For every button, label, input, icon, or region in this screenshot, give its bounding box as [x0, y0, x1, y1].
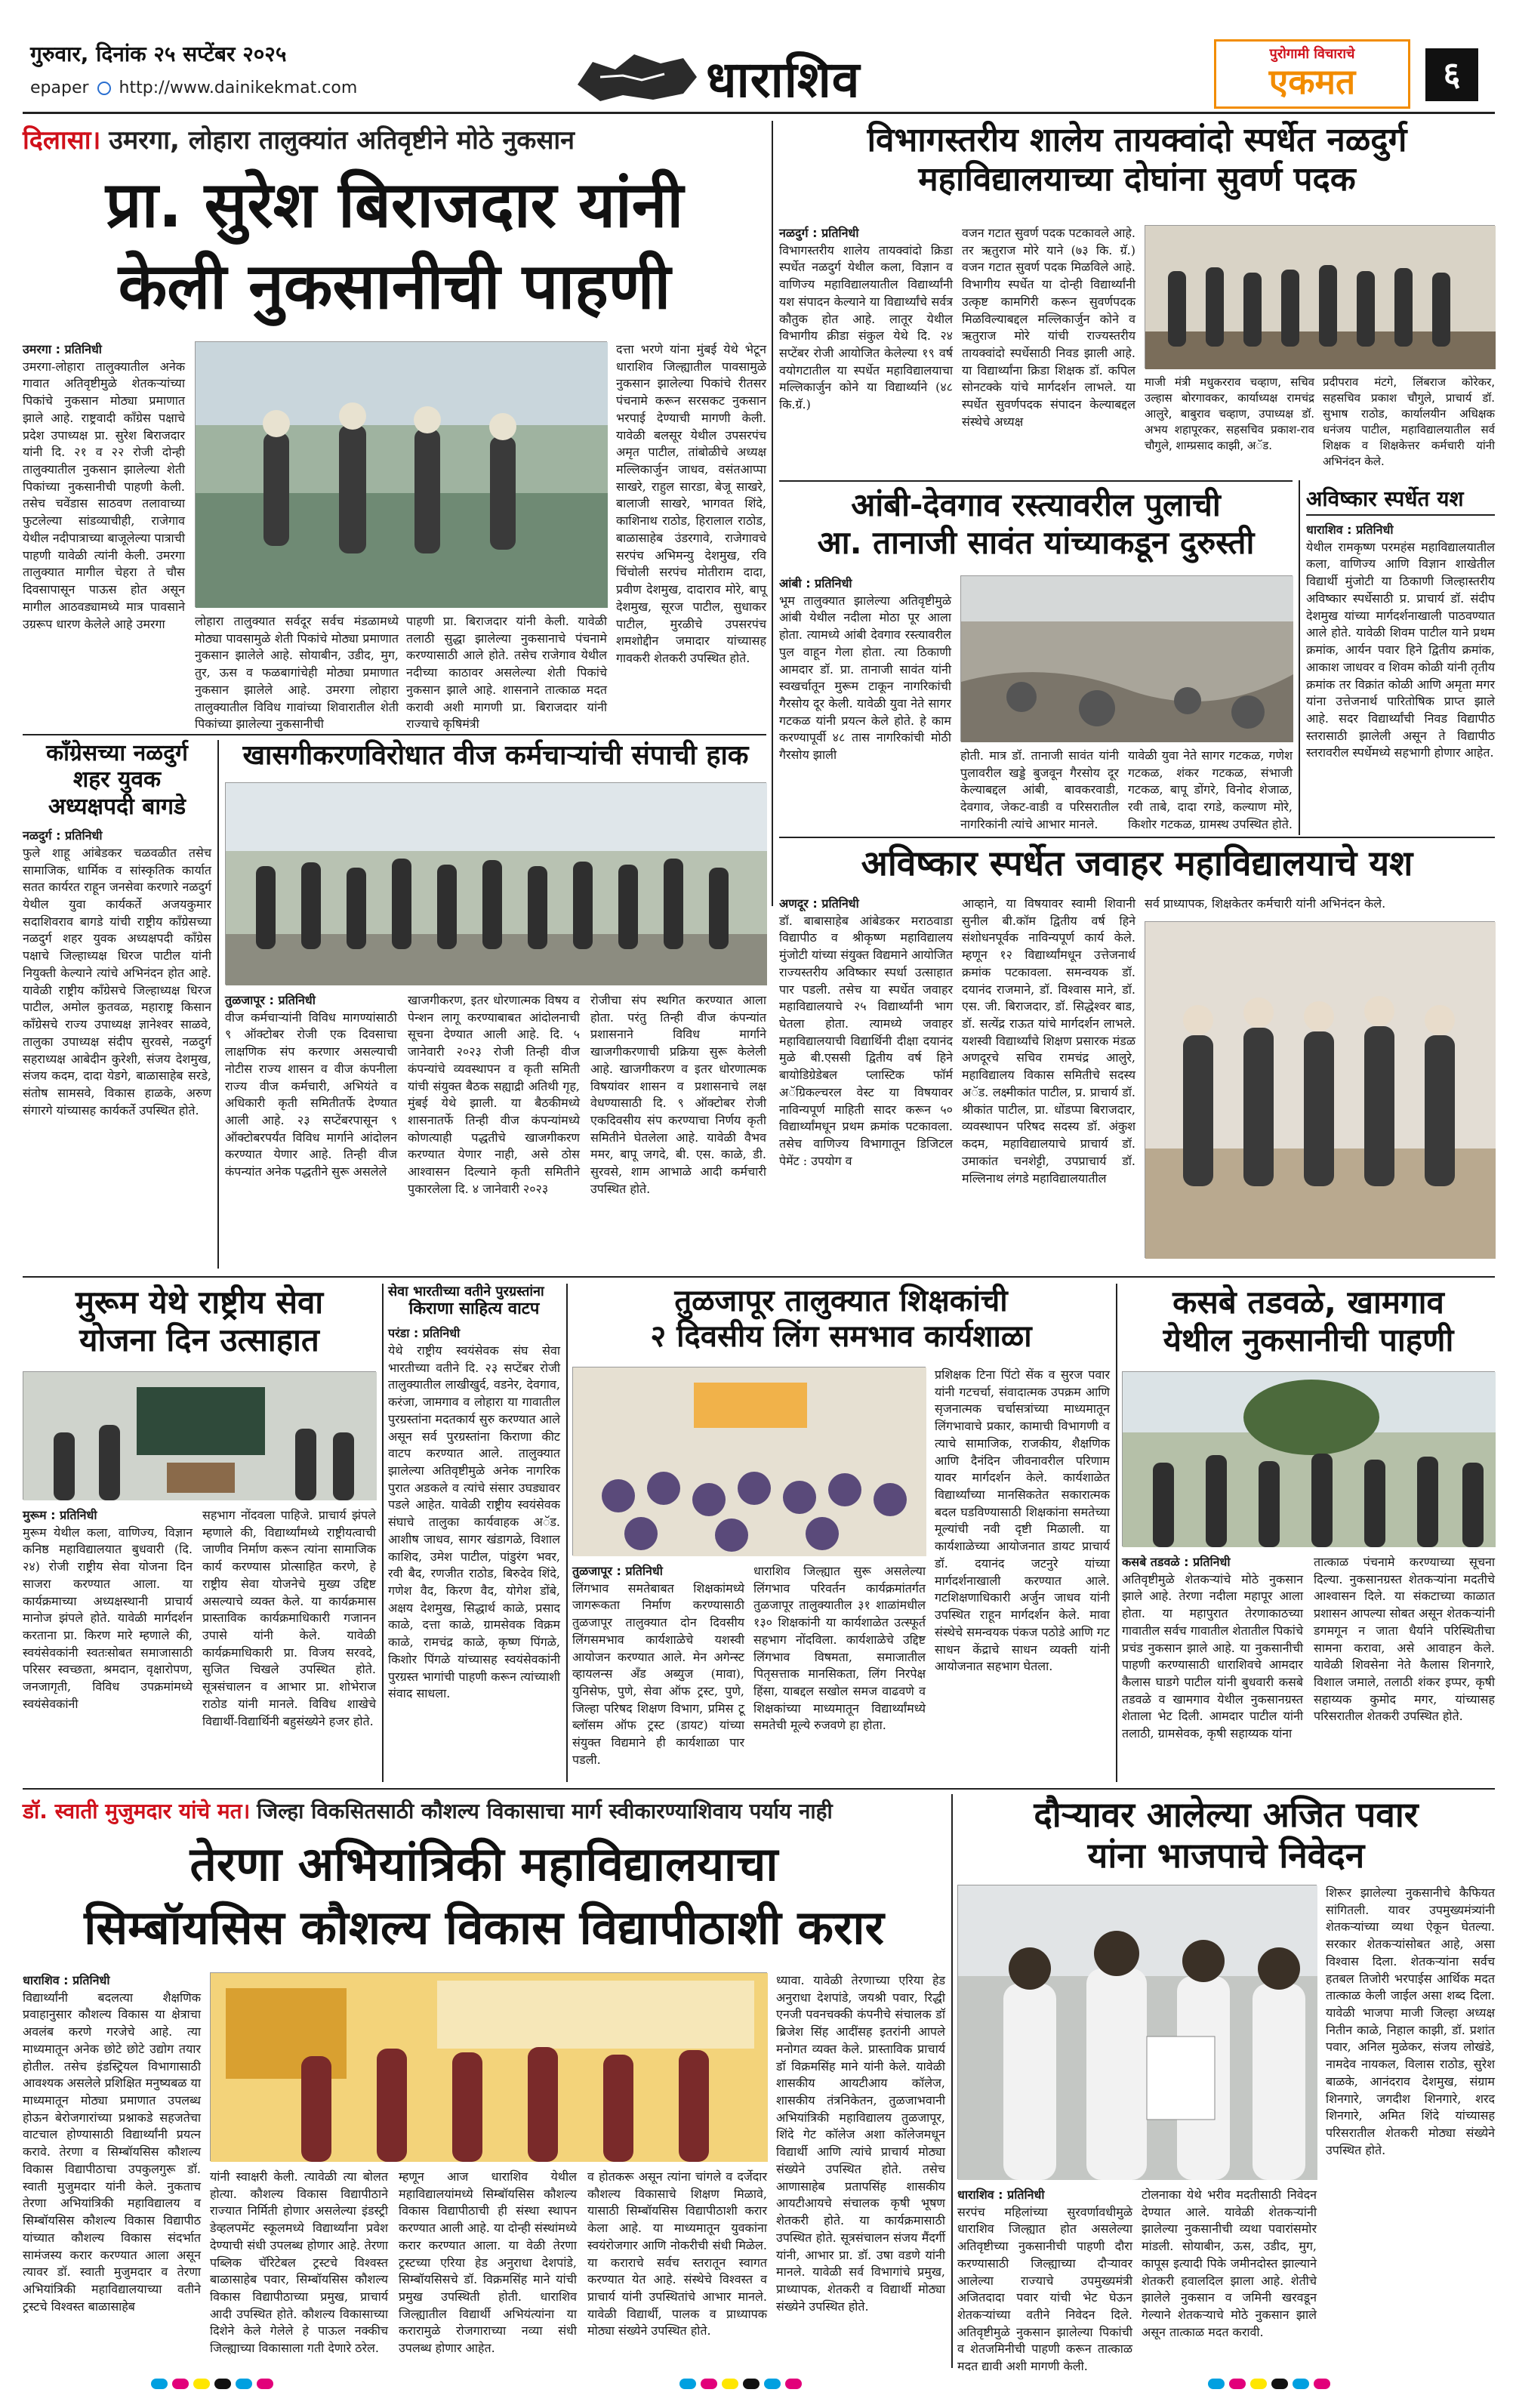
column [23, 1507, 193, 1779]
dateline: कसबे तडवळे : प्रतिनिधी [1122, 1555, 1231, 1569]
body-text: येथे राष्ट्रीय स्वयंसेवक संघ सेवा भारतीच्या वतीने दि. २३ सप्टेंबर रोजी तालुक्यातील लाखीखुर्द, वडनेर, देवगाव, करंजा, जामगाव व लोहारा या गावातील पुरग्रस्तांना मदतकार्य सुरु करण्यात आले असून सर्व पुरग्रस्तांना किराणा कीट वाटप करण्यात आले. तालुक्यात झालेल्या अतिवृष्टीमुळे अनेक नागरिक पुरात अडकले व त्यांचे संसार उघड्यावर पडले आहेत. यावेळी राष्ट्रीय स्वयंसेवक संघाचे तालुका कार्यवाहक अॅड. आशीष जाधव, सागर खंडागळे, विशाल काशिद, उमेश पाटील, पांडुरंग भवर, रवी बैद, रणजीत राठोड, बिरुदेव शिंदे, गणेश वैद, किरण वैद, योगेश डोंबे, अक्षय देशमुख, सिद्धार्थ काळे, प्रसाद काळे, दत्ता काळे, ग्रामसेवक विक्रम काळे, रामचंद्र काळे, कृष्ण पिंगळे, किशोर पिंगळे यांच्यासह स्वयंसेवकांनी पुरग्रस्त भागांची पाहणी करून त्यांच्याशी संवाद साधला. [388, 1343, 560, 1701]
dateline: अणदूर : प्रतिनिधी [779, 896, 859, 911]
divider [217, 740, 219, 1269]
headline-line-2: केली नुकसानीची पाहणी [118, 249, 671, 323]
column [779, 896, 953, 1258]
color-registration-strip [151, 2379, 273, 2389]
headline: खासगीकरणविरोधात वीज कर्मचाऱ्यांची संपाची हाक [242, 740, 749, 771]
strike-photo [225, 782, 766, 985]
article-biradar [23, 121, 766, 732]
column [1306, 522, 1495, 824]
district-map-emblem [570, 47, 702, 107]
edition-date: गुरुवार, दिनांक २५ सप्टेंबर २०२५ [30, 42, 287, 66]
headline-line-1: काँग्रेसच्या नळदुर्ग [46, 740, 188, 766]
column [225, 992, 397, 1272]
column: सहभाग नोंदवला पाहिजे. प्राचार्य झंपले म्हणाले की, विद्यार्थ्यांमध्ये राष्ट्रीयत्वाची जाणीव निर्माण करून त्यांना सामाजिक कार्य करण्यास प्रोत्साहित करणे, हे राष्ट्रीय सेवा योजनेचे मुख्य उद्दिष्ट असल्याचे व्यक्त केले. या कार्यक्रमास प्रास्ताविक कार्यक्रमाधिकारी गजानन उपासे यांनी केले. यावेळी कार्यक्रमाधिकारी प्रा. विजय सरवदे, सुजित चिखले उपस्थित होते. सूत्रसंचालन व आभार प्रा. शोभेराज राठोड यांनी मानले. विविध शाखेचे विद्यार्थी-विद्यार्थिनी बहुसंख्येने हजर होते. [202, 1508, 376, 1728]
divider [23, 734, 766, 735]
column: प्रशिक्षक टिना पिंटो सेंक व सुरज पवार यांनी गटचर्चा, संवादात्मक उपक्रम आणि सृजनात्मक चर्चासत्रांच्या माध्यमातून लिंगभावाचे प्रकार, कामाची विभागणी व त्याचे सामाजिक, राजकीय, शैक्षणिक आणि दैनंदिन जीवनावरील परिणाम यावर मार्गदर्शन केले. कार्यशाळेत विद्यार्थ्यांच्या मानसिकतेत सकारात्मक बदल घडविण्यासाठी शिक्षकांना समतेच्या मूल्यांची नवी दृष्टी मिळाली. या कार्यशाळेच्या आयोजनात डायट प्राचार्य डॉ. दयानंद जटनुरे यांच्या मार्गदर्शनाखाली करण्यात आले. गटशिक्षणाधिकारी अर्जुन जाधव यांनी उपस्थित राहून मार्गदर्शन केले. मावा संस्थेचे समन्वयक पंकज पठोडे आणि गट साधन केंद्राचे साधन व्यक्ती यांनी आयोजनात सहभाग घेतला. [935, 1367, 1110, 1674]
article-kasbe-tadwale [1122, 1284, 1495, 1782]
column [23, 341, 185, 719]
photo-caption: माजी मंत्री मधुकरराव चव्हाण, सचिव उल्हास बोरगावकर, कार्याध्यक्ष रामचंद्र आलुरे, बाबुराव चव्हाण, उपाध्यक्ष डॉ. अभय शहापूरकर, सहसचिव प्रकाश-राव चौगुले, शाम्प्रसाद काझी, अॅड. [1145, 375, 1314, 452]
dateline: नळदुर्ग : प्रतिनिधी [23, 828, 103, 843]
headline-line-3: अध्यक्षपदी बागडे [48, 793, 186, 820]
headline-line-2: सिम्बॉयसिस कौशल्य विकास विद्यापीठाशी करार [84, 1900, 884, 1955]
body-text: सरपंच महिलांच्या सुरवर्णावधीमुळे धाराशिव जिल्ह्यात होत असलेल्या अतिवृष्टीच्या नुकसानीची पाहणी दौरा करण्यासाठी जिल्ह्याच्या दौऱ्यावर आलेल्या राज्याचे उपमुख्यमंत्री अजितदादा पवार यांची भेट घेऊन शेतकऱ्यांच्या वतीने निवेदन दिले. अतिवृष्टीमुळे नुकसान झालेल्या पिकांची व शेतजमिनीची पाहणी करून तात्काळ मदत द्यावी अशी मागणी केली. [957, 2204, 1132, 2374]
workshop-photo [572, 1367, 926, 1555]
article-bridge [779, 486, 1293, 834]
divider [1116, 1284, 1117, 1782]
brand-logo: एकमत [1268, 61, 1356, 102]
inspection-photo [195, 341, 607, 607]
column [1122, 1554, 1303, 1779]
dateline: धाराशिव : प्रतिनिधी [23, 1973, 110, 1987]
masthead-divider [23, 112, 1495, 114]
headline-line-1: सेवा भारतीच्या वतीने पुरग्रस्तांना [388, 1284, 544, 1300]
headline-line-2: योजना दिन उत्साहात [79, 1321, 319, 1358]
dateline: तुळजापूर : प्रतिनिधी [225, 993, 316, 1007]
divider [772, 121, 773, 906]
dateline: धाराशिव : प्रतिनिधी [1306, 523, 1394, 538]
column: यावेळी युवा नेते सागर गटकळ, गणेश गटकळ, शंकर गटकळ, संभाजी गटकळ, बापू डोंगरे, विनोद शेजाळ, रवी ताबे, दादा रगडे, कल्याण मोरे, किशोर गटकळ, ग्रामस्थ उपस्थित होते. [1128, 748, 1293, 831]
headline-line-2: आ. तानाजी सावंत यांच्याकडून दुरुस्ती [817, 523, 1255, 561]
brand-box [1214, 39, 1410, 109]
article-ajit-pawar [957, 1794, 1495, 2374]
column: व होतकरू असून त्यांना चांगले व दर्जेदार कौशल्य विकासाचे शिक्षण मिळावे, यासाठी सिम्बॉयसिस विद्यापीठाशी करार केला आहे. या माध्यमातून युवकांना स्वयंरोजगार आणि नोकरीची संधी मिळेल. या कराराचे सर्वच स्तरातून स्वागत करण्यात येत आहे. संस्थेचे विश्वस्त व प्राचार्य यांनी उपस्थितांचे आभार मानले. यावेळी विद्यार्थी, पालक व प्राध्यापक मोठ्या संख्येने उपस्थित होते. [587, 2169, 767, 2339]
column: ध्यावा. यावेळी तेरणाच्या एरिया हेड अनुराधा देशपांडे, जयश्री पवार, रिद्धी एनजी पवनचक्की कंपनीचे संचालक डॉ ब्रिजेश सिंह आदींसह इतरांनी आपले मनोगत व्यक्त केले. प्रास्ताविक प्राचार्य डॉ विक्रमसिंह माने यांनी केले. यावेळी शासकीय आयटीआय कॉलेज, शासकीय तंत्रनिकेतन, तुळजाभवानी अभियांत्रिकी महाविद्यालय तुळजापूर, शिंदे गेट कॉलेज अशा कॉलेजमधून विद्यार्थी आणि त्यांचे प्राचार्य मोठ्या संख्येने उपस्थित होते. तसेच आणासाहेब प्रतापसिंह शासकीय आयटीआयचे संचालक कृषी भूषण शेतकरी होते. या कार्यक्रमासाठी उपस्थित होते. सूत्रसंचालन संजय मैंदर्गी यांनी, आभार प्रा. डॉ. उषा वडणे यांनी मानले. यावेळी सर्व विभागांचे प्रमुख, प्राध्यापक, शेतकरी व विद्यार्थी मोठ्या संख्येने उपस्थित होते. [776, 1973, 945, 2314]
body-text: डॉ. बाबासाहेब आंबेडकर मराठवाडा विद्यापीठ व श्रीकृष्ण महाविद्यालय मुंजोटी यांच्या संयुक्त विद्यमाने आयोजित राज्यस्तरीय अविष्कार स्पर्धा उत्साहात पार पडली. तसेच या स्पर्धेत जवाहर महाविद्यालयाचे २५ विद्यार्थ्यांनी भाग घेतला होता. त्यामध्ये जवाहर महाविद्यालयाची विद्यार्थिनी दीक्षा दयानंद मुळे बी.एससी द्वितीय वर्ष हिने बायोडिग्रेडेबल प्लास्टिक फॉर्म अॅग्रिकल्चरल वेस्ट या विषयावर नाविन्यपूर्ण माहिती सादर करून ५० विद्यार्थ्यांमधून प्रथम क्रमांक पटकावला. तसेच वाणिज्य विभागातून डिजिटल पेमेंट : उपयोग व [779, 913, 953, 1168]
column: लोहारा तालुक्यात सर्वदूर सर्वच मंडळामध्ये मोठ्या पावसामुळे शेती पिकांचे मोठ्या प्रमाणात नुकसान झालेले आहे. सोयाबीन, उडीद, मुग, तुर, ऊस व फळबागांचेही मोठ्या प्रमाणात नुकसान झालेले आहे. उमरगा लोहारा तालुक्यातील विविध गावांच्या शिवारातील शेती पिकांच्या झालेल्या नुकसानीची [195, 614, 399, 732]
headline-line-1: मुरूम येथे राष्ट्रीय सेवा [75, 1284, 324, 1321]
headline-line-1: विभागस्तरीय शालेय तायक्वांदो स्पर्धेत नळदुर्ग [867, 121, 1407, 159]
article-taekwondo [779, 121, 1495, 483]
headline-line-1: प्रा. सुरेश बिराजदार यांनी [105, 168, 684, 242]
column [572, 1563, 744, 1779]
kicker-text: जिल्हा विकसितसाठी कौशल्य विकासाचा मार्ग स्वीकारण्याशिवाय पर्याय नाही [257, 1799, 833, 1824]
body-text: लिंगभाव समतेबाबत शिक्षकांमध्ये जागरूकता निर्माण करण्यासाठी तुळजापूर तालुक्यात दोन दिवसीय लिंगसमभाव कार्यशाळेचे यशस्वी आयोजन करण्यात आले. मेन अगेन्स्ट व्हायलन्स अँड अब्युज (मावा), युनिसेफ, पुणे, सेवा ऑफ ट्रस्ट, पुणे, जिल्हा परिषद शिक्षण विभाग, प्रमिस टू ब्लॉसम ऑफ ट्रस्ट (डायट) यांच्या संयुक्त विद्यमाने ही कार्यशाळा पार पडली. [572, 1580, 744, 1767]
divider [566, 1284, 568, 1782]
kicker [23, 121, 766, 160]
dateline: धाराशिव : प्रतिनिधी [957, 2188, 1045, 2202]
column: टोलनाका येथे भरीव मदतीसाठी निवेदन देण्यात आले. यावेळी शेतकऱ्यांनी झालेल्या नुकसानीची व्यथा पवारांसमोर मांडली. सोयाबीन, ऊस, उडीद, मुग, कापूस इत्यादी पिके जमीनदोस्त झाल्याने शेतकरी हवालदिल झाला आहे. शेतीचे झालेले नुकसान व जमिनी खरवडून गेल्याने शेतकऱ्याचे मोठे नुकसान झाले असून तात्काळ मदत करावी. [1142, 2188, 1317, 2339]
headline-line-2: किराणा साहित्य वाटप [408, 1300, 540, 1319]
dateline: परंडा : प्रतिनिधी [388, 1326, 461, 1341]
brand-tagline: पुरोगामी विचाराचे [1269, 46, 1355, 62]
divider [23, 1276, 1495, 1278]
dateline: आंबी : प्रतिनिधी [779, 576, 852, 590]
color-registration-strip [679, 2379, 802, 2389]
body-text: विभागस्तरीय शालेय तायक्वांदो क्रिडा स्पर्धेत नळदुर्ग येथील कला, विज्ञान व वाणिज्य महाविद्यालयातील विद्यार्थ्यांनी यश संपादन केल्याने या विद्यार्थ्यांचे सर्वत्र कौतुक होत आहे. लातूर येथील विभागीय क्रीडा संकुल येथे दि. २४ सप्टेंबर रोजी आयोजित केलेल्या १९ वर्ष वयोगटातील या स्पर्धेत महाविद्यालयाचा मल्लिकार्जुन कोने या विद्यार्थ्याने (४८ कि.ग्रॅ.) [779, 242, 953, 412]
globe-icon [97, 82, 111, 95]
headline-line-2: येथील नुकसानीची पाहणी [1163, 1321, 1454, 1358]
column [779, 225, 953, 474]
divider [382, 1284, 384, 1782]
column: धाराशिव जिल्ह्यात सुरू असलेल्या लिंगभाव परिवर्तन कार्यक्रमांतर्गत तुळजापूर तालुक्यातील ३१ शाळांमधील १३० शिक्षकांनी या कार्यशाळेत उत्स्फूर्त सहभाग नोंदविला. कार्यशाळेचे उद्दिष्ट लिंगभाव विषमता, समाजातील पितृसत्ताक मानसिकता, लिंग निरपेक्ष हिंसा, याबद्दल सखोल समज वाढवणे व शिक्षकांच्या माध्यमातून विद्यार्थ्यांमध्ये समतेची मूल्ये रुजवणे हा होता. [753, 1564, 926, 1733]
divider [951, 1794, 953, 2368]
section-title: धाराशिव [706, 51, 861, 109]
column: दत्ता भरणे यांना मुंबई येथे भेटून धाराशिव जिल्ह्यातील पावसामुळे नुकसान झालेल्या पिकांचे रीतसर पंचनामे करून सरसकट नुकसान भरपाई देण्याची मागणी केली. यावेळी बलसूर येथील उपसरपंच अमृत पाटील, तांबोळीचे अध्यक्ष मल्लिकार्जुन जाधव, वसंतआप्पा साखरे, राहुल सारडा, बेजू साखरे, बालाजी साखरे, भागवत शिंदे, काशिनाथ राठोड, हिरालाल राठोड, बाळासाहेब उंडरगावे, राजेगावचे सरपंच अभिमन्यु देशमुख, रवि चिंचोली सरपंच मोतीराम दादा, प्रवीण देशमुख, दादाराव मोरे, बापू देशमुख, सूरज पाटील, सुधाकर पाटील, मुरळीचे उपसरपंच शमशोद्दीन जमादार यांच्यासह गावकरी शेतकरी उपस्थित होते. [616, 342, 766, 665]
body-text: उमरगा-लोहारा तालुक्यातील अनेक गावात अतिवृष्टीमुळे शेतकऱ्यांच्या पिकांचे नुकसान मोठ्या प्रमाणात झाले आहे. राष्ट्रवादी काँग्रेस पक्षाचे प्रदेश उपाध्यक्ष प्रा. सुरेश बिराजदार यांनी दि. २१ व २२ रोजी दोन्ही तालुक्यातील नुकसान झालेल्या शेती पिकांच्या नुकसानीची पाहणी केली. तसेच चवेंडास साठवण तलावाच्या फुटलेल्या सांडव्याचीही, राजेगाव येथील नदीपात्राच्या बाजूलेल्या पात्राची पाहणी यावेळी त्यांनी केली. उमरगा तालुक्यात मागील चेहरा ते चौस दिवसापासून पाऊस होत असून मागील आठवड्यामध्ये मात्र पावसाने उग्ररूप धारण केलेले आहे उमरगा [23, 359, 185, 631]
kicker-red: डॉ. स्वाती मुजुमदार यांचे मत। [23, 1799, 251, 1824]
field-visit-photo [1122, 1371, 1495, 1546]
body-text: विद्यार्थ्यांनी बदलत्या शैक्षणिक प्रवाहानुसार कौशल्य विकास या क्षेत्राचा अवलंब करणे गरजेचे आहे. त्या माध्यमातून अनेक छोटे छोटे उद्योग तयार होतील. तसेच इंडस्ट्रियल विभागासाठी आवश्यक असलेले प्रशिक्षित मनुष्यबळ या माध्यमातून मोठ्या प्रमाणात उपलब्ध होऊन बेरोजगारांच्या प्रश्नाकडे सहजतेचा वाटचाल होण्यासाठी विद्यार्थ्यांनी प्रयत्न करावे. तेरणा व सिम्बॉयसिस कौशल्य विकास विद्यापीठाचा उपकुलगुरू डॉ. स्वाती मुजुमदार यांनी केले. नुकताच तेरणा अभियांत्रिकी महाविद्यालय व सिम्बॉयसिस कौशल्य विकास विद्यापीठ यांच्यात कौशल्य विकास संदर्भात सामंजस्य करार करण्यात आला असून त्यावर डॉ. स्वाती मुजुमदार व तेरणा अभियांत्रिकी महाविद्यालयाच्या वतीने ट्रस्टचे विश्वस्त बाळासाहेब [23, 1990, 201, 2314]
column: रोजीचा संप स्थगित करण्यात आला होता. परंतु तिन्ही वीज कंपन्यांत प्रशासनाने विविध मार्गाने खाजगीकरणाची प्रक्रिया सुरू केलेली आहे. खाजगीकरण व इतर धोरणात्मक विषयांवर शासन व प्रशासनाचे लक्ष वेधण्यासाठी दि. ९ ऑक्टोबर रोजी एकदिवसीय संप करण्याचा निर्णय कृती समितीने घेतलेला आहे. यावेळी वैभव ममर, बापू जगदे, बी. एस. काळे, डी. सुरवसे, शाम आभाळे आदी कर्मचारी उपस्थित होते. [590, 993, 766, 1196]
column: शिरूर झालेल्या नुकसानीचे कैफियत सांगितली. यावर उपमुख्यमंत्र्यांनी शेतकऱ्यांच्या व्यथा ऐकून घेतल्या. सरकार शेतकऱ्यांसोबत आहे, असा विश्वास दिला. शेतकऱ्यांना सर्वच हतबल तिजोरी भरपाईस आर्थिक मदत तात्काळ केली जाईल असा शब्द दिला. यावेळी भाजपा माजी जिल्हा अध्यक्ष नितीन काळे, निहाल काझी, डॉ. प्रशांत पवार, अनिल मुळेकर, संजय लोखंडे, नामदेव नायकल, विलास राठोड, सुरेश बाळके, आनंदराव देशमुख, संग्राम शिनगारे, जगदीश शिनगारे, शरद शिनगारे, अमित शिंदे यांच्यासह परिसरातील शेतकरी मोठ्या संख्येने उपस्थित होते. [1326, 1885, 1495, 2157]
article-gender-workshop [572, 1284, 1110, 1782]
headline-line-2: महाविद्यालयाच्या दोघांना सुवर्ण पदक [918, 159, 1356, 199]
divider [23, 1788, 1495, 1790]
column: म्हणून आज धाराशिव येथील महाविद्यालयांमध्ये सिम्बॉयसिस कौशल्य विकास विद्यापीठाची ही संस्था स्थापन करण्यात आली आहे. या दोन्ही संस्थांमध्ये करार करण्यात आला. या वेळी तेरणा ट्रस्टच्या एरिया हेड अनुराधा देशपांडे, सिम्बॉयसिसचे डॉ. विक्रमसिंह माने यांची प्रमुख उपस्थिती होती. धाराशिव जिल्ह्यातील विद्यार्थी अभियंत्यांना या करारामुळे रोजगाराच्या नव्या संधी उपलब्ध होणार आहेत. [399, 2169, 577, 2356]
column [23, 828, 211, 1250]
column [957, 2187, 1132, 2374]
divider [779, 480, 1293, 482]
article-nss [23, 1284, 376, 1782]
column: तात्काळ पंचनामे करण्याच्या सूचना दिल्या. नुकसानग्रस्त शेतकऱ्यांना मदतीचे आश्वासन दिले. या संकटाच्या काळात प्रशासन आपल्या सोबत असून शेतकऱ्यांनी डगमगून न जाता धैर्याने परिस्थितीचा सामना करावा, असे आवाहन केले. यावेळी शिवसेना नेते कैलास शिनगारे, विशाल जमाले, तलाठी शंकर इप्पर, कृषी सहाय्यक कुमोद मगर, यांच्यासह परिसरातील शेतकरी उपस्थित होते. [1314, 1555, 1495, 1724]
headline-line-1: दौऱ्यावर आलेल्या अजित पवार [1034, 1794, 1419, 1835]
masthead [0, 0, 1516, 113]
column [388, 1325, 560, 1771]
color-registration-strip [1208, 2379, 1330, 2389]
article-seva-bharati [388, 1284, 560, 1782]
dateline: मुरूम : प्रतिनिधी [23, 1508, 97, 1522]
headline-line-1: कसबे तडवळे, खामगाव [1172, 1284, 1444, 1321]
article-avishkar-small [1306, 486, 1495, 834]
medal-winners-photo [1145, 225, 1495, 368]
column: यांनी स्वाक्षरी केली. त्यावेळी त्या बोलत होत्या. कौशल्य विकास विद्यापीठाने राज्यात निर्मिती होणार असलेल्या इंडस्ट्री डेव्हलपमेंट स्कूलमध्ये विद्यार्थ्यांना प्रवेश देण्याची संधी उपलब्ध होणार आहे. तेरणा पब्लिक चॅरिटेबल ट्रस्टचे विश्वस्त बाळासाहेब पवार, सिम्बॉयसिस कौशल्य विकास विद्यापीठाच्या प्रमुख, प्राचार्य आदी उपस्थित होते. कौशल्य विकासाच्या दिशेने केले गेलेले हे पाऊल नक्कीच जिल्ह्याच्या विकासाला गती देणारे ठरेल. [210, 2169, 388, 2356]
column: वजन गटात सुवर्ण पदक पटकावले आहे. तर ऋतुराज मोरे याने (७३ कि. ग्रॅ.) वजन गटात सुवर्ण पदक मिळविले आहे. विभागीय स्पर्धेत या दोन्ही विद्यार्थ्यांनी उत्कृष्ट कामगिरी करून सुवर्णपदक मिळविल्याबद्दल मल्लिकार्जुन कोने व ऋतुराज मोरे यांची राज्यस्तरीय तायक्वांदो स्पर्धेसाठी निवड झाली आहे. या विद्यार्थ्यांना क्रिडा शिक्षक डॉ. कपिल सोनटक्के यांचे मार्गदर्शन लाभले. या स्पर्धेत सुवर्णपदक संपादन केल्याबद्दल संस्थेचे अध्यक्ष [962, 226, 1135, 429]
kicker-red: दिलासा। [23, 125, 101, 156]
column: आव्हाने, या विषयावर स्वामी शिवानी सुनील बी.कॉम द्वितीय वर्ष हिने संशोधनपूर्वक नाविन्यपूर्ण कार्य केले. म्हणून १२ विद्यार्थ्यांमधून उत्तेजनार्थ क्रमांक पटकावला. समन्वयक डॉ. दयानंद राजमाने, डॉ. विश्वास माने, डॉ. एस. जी. बिराजदार, डॉ. सिद्धेश्वर बाड, डॉ. सत्येंद्र राऊत यांचे मार्गदर्शन लाभले. यशस्वी विद्यार्थ्यांचे शिक्षण प्रसारक मंडळ अणदूरचे सचिव रामचंद्र आलुरे, महाविद्यालय विकास समितीचे सदस्य अॅड. लक्ष्मीकांत पाटील, प्र. प्राचार्य डॉ. श्रीकांत पाटील, प्रा. धोंडप्पा बिराजदार, व्यवस्थापन परिषद सदस्य डॉ. अंकुश कदम, महाविद्यालयाचे प्राचार्य डॉ. उमाकांत चनशेट्टी, उपप्राचार्य डॉ. मल्लिनाथ लंगडे महाविद्यालयातील [962, 896, 1135, 1186]
headline-line-2: शहर युवक [72, 766, 162, 794]
headline-line-1: आंबी-देवगाव रस्त्यावरील पुलाची [851, 486, 1221, 523]
bridge-photo [960, 575, 1293, 742]
headline: अविष्कार स्पर्धेत यश [1306, 486, 1495, 516]
article-jawahar [779, 843, 1495, 1266]
column: पाहणी प्रा. बिराजदार यांनी केली. यावेळी तलाठी सुद्धा झालेल्या नुकसानाचे पंचनामे करण्यासाठी आले होते. तसेच राजेगाव येथील नदीच्या काठावर असलेल्या शेती पिकांचे नुकसान झाले आहे. शासनाने तात्काळ मदत करावी अशी मागणी प्रा. बिराजदार यांनी राज्याचे कृषिमंत्री [406, 614, 607, 732]
epaper-label: epaper [30, 79, 89, 97]
headline: अविष्कार स्पर्धेत जवाहर महाविद्यालयाचे यश [861, 843, 1413, 883]
divider [1299, 480, 1300, 835]
site-url: http://www.dainikekmat.com [119, 79, 358, 97]
article-terna-mou [23, 1794, 945, 2368]
dateline: उमरगा : प्रतिनिधी [23, 342, 102, 356]
dateline: नळदुर्ग : प्रतिनिधी [779, 226, 859, 240]
page-number: ६ [1425, 48, 1478, 101]
photo-caption: प्रदीपराव मंटगे, लिंबराज कोरेकर, सहसचिव प्रकाश चौगुले, प्राचार्य डॉ. सुभाष राठोड, कार्यालयीन अधिक्षक धनंजय पाटील, महाविद्यालयातील सर्व शिक्षक व शिक्षकेत्तर कर्मचारी यांनी अभिनंदन केले. [1323, 375, 1495, 468]
headline-line-1: तुळजापूर तालुक्यात शिक्षकांची [674, 1284, 1008, 1318]
body-text: अतिवृष्टीमुळे शेतकऱ्यांचे मोठे नुकसान झाले आहे. तेरणा नदीला महापूर आला होता. या महापुरात तेरणाकाठच्या गावातील सर्वच गावातील शेतातील पिकांचे प्रचंड नुकसान झाले आहे. या नुकसानीची पाहणी करण्यासाठी धाराशिवचे आमदार कैलास घाडगे पाटील यांनी बुधवारी कसबे तडवळे व खामगाव येथील नुकसानग्रस्त शेताला भेट दिली. आमदार पाटील यांनी तलाठी, ग्रामसेवक, कृषी सहाय्यक यांना [1122, 1571, 1303, 1741]
body-text: भूम तालुक्यात झालेल्या अतिवृष्टीमुळे आंबी येथील नदीला मोठा पूर आला होता. त्यामध्ये आंबी देवगाव रस्त्यावरील पुल वाहून गेला होता. त्या ठिकाणी आमदार डॉ. प्रा. तानाजी सावंत यांनी स्वखर्चातून मुरूम टाकून नागरिकांची गैरसोय दूर केली. यावेळी युवा नेते सागर गटकळ यांनी प्रयत्न केले होते. हे काम करण्यापूर्वी ४८ तास नागरिकांची मोठी गैरसोय झाली [779, 593, 951, 763]
kicker-text: उमरगा, लोहारा तालुक्यांत अतिवृष्टीने मोठे नुकसान [109, 125, 575, 156]
article-congress [23, 740, 211, 1276]
column: खाजगीकरण, इतर धोरणात्मक विषय व पेन्शन लागू करण्याबाबत आंदोलनाची सूचना देण्यात आली आहे. दि. ५ जानेवारी २०२३ रोजी तिन्ही वीज कंपन्यांचे व्यवस्थापन व कृती समिती यांची संयुक्त बैठक सह्याद्री अतिथी गृह, मुंबई येथे झाली. या बैठकीमध्ये शासनातर्फे तिन्ही वीज कंपन्यांमध्ये कोणत्याही पद्धतीचे खाजगीकरण करण्यात येणार नाही, असे ठोस आश्वासन दिल्याने कृती समितीने पुकारलेला दि. ४ जानेवारी २०२३ [408, 993, 580, 1196]
body-text: फुले शाहू आंबेडकर चळवळीत तसेच सामाजिक, धार्मिक व सांस्कृतिक कार्यात सतत कार्यरत राहून जनसेवा करणारे नळदुर्ग येथील युवा कार्यकर्ते अजयकुमार सदाशिवराव बागडे यांची राष्ट्रीय काँग्रेसच्या नळदुर्ग शहर युवक अध्यक्षपदी काँग्रेस पक्षाचे जिल्हाध्यक्ष धिरज पाटील यांनी नियुक्ती केल्याने त्यांचे अभिनंदन होत आहे. यावेळी राष्ट्रीय काँग्रेसचे जिल्हाध्यक्ष धिरज पाटील, अमोल कुतवळ, महाराष्ट्र किसान काँग्रेसचे राज्य उपाध्यक्ष ज्ञानेश्वर साळवे, तालुका उपाध्यक्ष संदीप सुरवसे, नळदुर्ग सहराध्यक्ष आबेदीन कुरेशी, संजय देशमुख, संजय कदम, दादा येडगे, बाळासाहेब सरडे, संतोष सामसवे, विकास हाळके, अरुण संगारगे यांच्यासह कार्यकर्ते उपस्थित होते. [23, 845, 211, 1118]
epaper-link[interactable] [30, 79, 357, 97]
column: सर्व प्राध्यापक, शिक्षकेतर कर्मचारी यांनी अभिनंदन केले. [1145, 896, 1386, 911]
divider [779, 837, 1495, 838]
column [779, 575, 951, 829]
memorandum-photo [957, 1885, 1317, 2179]
column [23, 1972, 201, 2365]
award-photo [1145, 921, 1495, 1258]
headline-line-2: २ दिवसीय लिंग समभाव कार्यशाळा [650, 1319, 1032, 1355]
body-text: येथील रामकृष्ण परमहंस महाविद्यालयातील कला, वाणिज्य आणि विज्ञान शाखेतील विद्यार्थी मुंजोटी या ठिकाणी जिल्हास्तरीय अविष्कार स्पर्धेसाठी प्र. प्राचार्य डॉ. संदीप देशमुख यांच्या मार्गदर्शनाखाली पाठवण्यात आले होते. यावेळी शिवम पाटील याने प्रथम क्रमांक, आर्यन पवार हिने द्वितीय क्रमांक, आकाश जाधवर व शिवम कोळी यांनी तृतीय क्रमांक तर विक्रांत कोळी आणि अमृता मगर यांना उत्तेजनार्थ पारितोषिक प्राप्त झाले आहे. सदर विद्यार्थ्यांची निवड विद्यापीठ स्तरासाठी झालेली असून ते विद्यापीठ स्तरावरील स्पर्धेमध्ये सहभागी होणार आहेत. [1306, 539, 1495, 760]
dateline: तुळजापूर : प्रतिनिधी [572, 1564, 663, 1578]
headline-line-1: तेरणा अभियांत्रिकी महाविद्यालयाचा [190, 1836, 778, 1892]
article-strike [225, 740, 766, 1276]
mou-signing-photo [210, 1972, 767, 2161]
nss-photo [23, 1371, 376, 1500]
body-text: वीज कर्मचाऱ्यांनी विविध मागण्यांसाठी ९ ऑक्टोबर रोजी एक दिवसाचा लाक्षणिक संप करणार असल्याची नोटीस राज्य शासन व वीज कंपनीला राज्य वीज कर्मचारी, अभियंते व अधिकारी कृती समितीतर्फे देण्यात आली आहे. २३ सप्टेंबरपासून ९ ऑक्टोबरपर्यंत विविध मार्गाने आंदोलन करण्यात येणार आहे. तिन्ही वीज कंपन्यांत अनेक पद्धतीने सुरू असलेले [225, 1010, 397, 1179]
body-text: मुरूम येथील कला, वाणिज्य, विज्ञान कनिष्ठ महाविद्यालयात बुधवारी (दि. २४) रोजी राष्ट्रीय सेवा योजना दिन साजरा करण्यात आला. या कार्यक्रमाच्या अध्यक्षस्थानी प्राचार्य मानोज झंपले होते. यावेळी मार्गदर्शन करताना प्रा. किरण मारे म्हणाले की, स्वयंसेवकांनी स्वतःसोबत समाजासाठी परिसर स्वच्छता, श्रमदान, वृक्षारोपण, जनजागृती, विविध उपक्रमांमध्ये स्वयंसेवकांनी [23, 1525, 193, 1711]
column: होती. मात्र डॉ. तानाजी सावंत यांनी पुलावरील खड्डे बुजवून गैरसोय दूर केल्याबद्दल आंबी, बावकरवाडी, देवगाव, जेकट-वाडी व परिसरातील नागरिकांनी त्यांचे आभार मानले. [960, 748, 1119, 831]
kicker [23, 1794, 945, 1829]
headline-line-2: यांना भाजपाचे निवेदन [1087, 1835, 1365, 1876]
